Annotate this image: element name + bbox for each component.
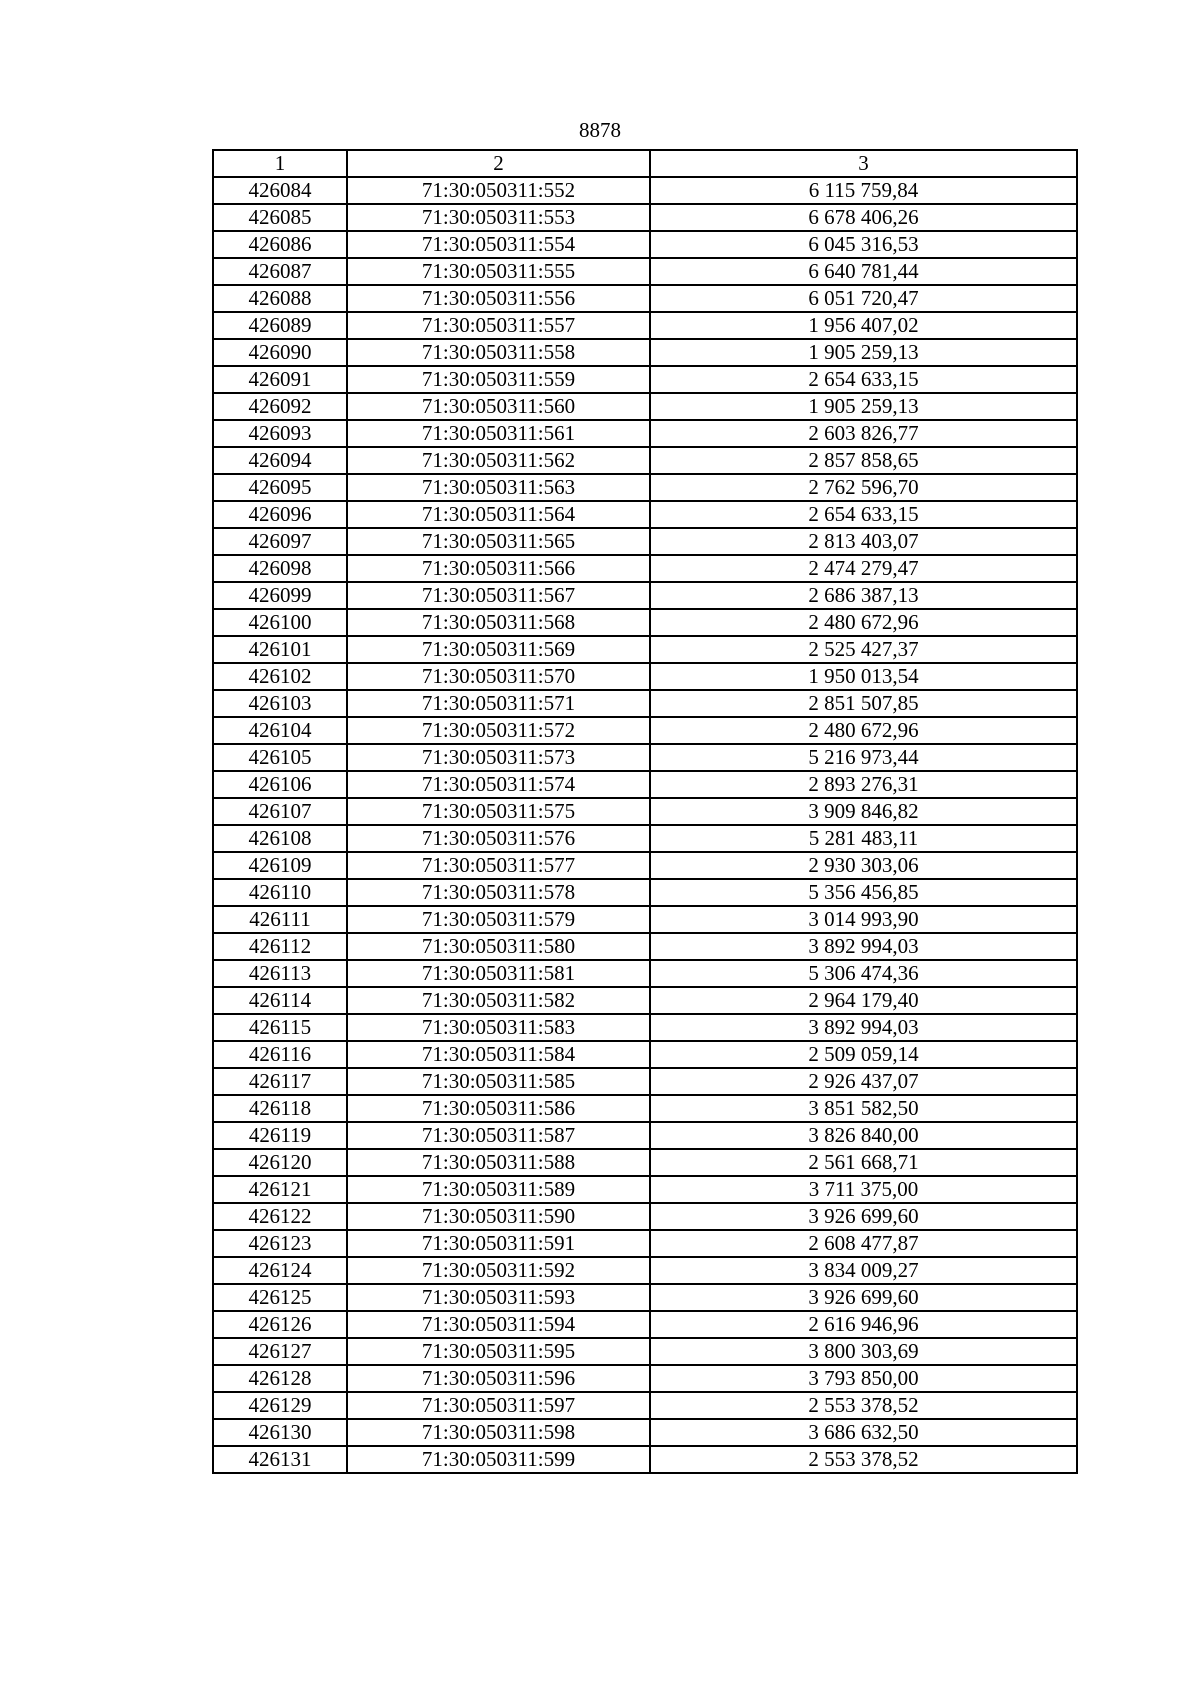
- cell-cadastral-number: 71:30:050311:598: [347, 1419, 650, 1446]
- cell-record-number: 426115: [213, 1014, 347, 1041]
- cell-value: 2 893 276,31: [650, 771, 1077, 798]
- cell-record-number: 426106: [213, 771, 347, 798]
- cell-cadastral-number: 71:30:050311:594: [347, 1311, 650, 1338]
- table-row: [213, 285, 1077, 312]
- table-row: [213, 231, 1077, 258]
- table-row: [213, 879, 1077, 906]
- cell-cadastral-number: 71:30:050311:572: [347, 717, 650, 744]
- table-row: [213, 1257, 1077, 1284]
- cell-cadastral-number: 71:30:050311:592: [347, 1257, 650, 1284]
- table-row: [213, 825, 1077, 852]
- cell-cadastral-number: 71:30:050311:582: [347, 987, 650, 1014]
- table-row: [213, 366, 1077, 393]
- cell-value: 5 356 456,85: [650, 879, 1077, 906]
- cell-record-number: 426121: [213, 1176, 347, 1203]
- cell-record-number: 426091: [213, 366, 347, 393]
- table-row: [213, 555, 1077, 582]
- table-row: [213, 717, 1077, 744]
- cell-cadastral-number: 71:30:050311:581: [347, 960, 650, 987]
- table-row: [213, 582, 1077, 609]
- cell-cadastral-number: 71:30:050311:575: [347, 798, 650, 825]
- cell-record-number: 426118: [213, 1095, 347, 1122]
- cell-cadastral-number: 71:30:050311:590: [347, 1203, 650, 1230]
- cell-value: 1 956 407,02: [650, 312, 1077, 339]
- cell-value: 1 950 013,54: [650, 663, 1077, 690]
- cell-record-number: 426098: [213, 555, 347, 582]
- cell-value: 6 051 720,47: [650, 285, 1077, 312]
- table-row: [213, 636, 1077, 663]
- cell-record-number: 426129: [213, 1392, 347, 1419]
- table-row: [213, 1203, 1077, 1230]
- cell-value: 2 480 672,96: [650, 609, 1077, 636]
- cell-record-number: 426109: [213, 852, 347, 879]
- cell-record-number: 426112: [213, 933, 347, 960]
- cell-value: 3 892 994,03: [650, 933, 1077, 960]
- cell-cadastral-number: 71:30:050311:570: [347, 663, 650, 690]
- cell-value: 5 281 483,11: [650, 825, 1077, 852]
- cell-record-number: 426104: [213, 717, 347, 744]
- table-row: [213, 663, 1077, 690]
- cell-value: 3 834 009,27: [650, 1257, 1077, 1284]
- cell-value: 3 686 632,50: [650, 1419, 1077, 1446]
- table-row: [213, 1149, 1077, 1176]
- cell-value: 5 216 973,44: [650, 744, 1077, 771]
- table-row: [213, 447, 1077, 474]
- cell-value: 2 509 059,14: [650, 1041, 1077, 1068]
- data-table-wrapper: [212, 149, 1078, 1474]
- table-row: [213, 960, 1077, 987]
- table-body: [213, 150, 1077, 1473]
- data-table: [212, 149, 1078, 1474]
- cell-cadastral-number: 71:30:050311:553: [347, 204, 650, 231]
- table-row: [213, 933, 1077, 960]
- cell-record-number: 426126: [213, 1311, 347, 1338]
- cell-record-number: 426088: [213, 285, 347, 312]
- cell-cadastral-number: 71:30:050311:559: [347, 366, 650, 393]
- cell-value: 1 905 259,13: [650, 393, 1077, 420]
- table-row: [213, 528, 1077, 555]
- cell-value: 5 306 474,36: [650, 960, 1077, 987]
- cell-cadastral-number: 71:30:050311:573: [347, 744, 650, 771]
- cell-cadastral-number: 71:30:050311:578: [347, 879, 650, 906]
- cell-cadastral-number: 71:30:050311:586: [347, 1095, 650, 1122]
- table-header-row: [213, 150, 1077, 177]
- column-header-3: 3: [650, 150, 1077, 177]
- cell-value: 3 851 582,50: [650, 1095, 1077, 1122]
- table-row: [213, 1446, 1077, 1473]
- cell-value: 2 964 179,40: [650, 987, 1077, 1014]
- cell-value: 2 553 378,52: [650, 1446, 1077, 1473]
- cell-cadastral-number: 71:30:050311:555: [347, 258, 650, 285]
- cell-cadastral-number: 71:30:050311:566: [347, 555, 650, 582]
- cell-record-number: 426103: [213, 690, 347, 717]
- cell-record-number: 426113: [213, 960, 347, 987]
- cell-cadastral-number: 71:30:050311:588: [347, 1149, 650, 1176]
- cell-value: 6 045 316,53: [650, 231, 1077, 258]
- cell-cadastral-number: 71:30:050311:569: [347, 636, 650, 663]
- table-row: [213, 1365, 1077, 1392]
- cell-record-number: 426119: [213, 1122, 347, 1149]
- table-row: [213, 501, 1077, 528]
- cell-value: 2 616 946,96: [650, 1311, 1077, 1338]
- cell-value: 2 474 279,47: [650, 555, 1077, 582]
- cell-record-number: 426123: [213, 1230, 347, 1257]
- cell-record-number: 426102: [213, 663, 347, 690]
- cell-cadastral-number: 71:30:050311:568: [347, 609, 650, 636]
- cell-cadastral-number: 71:30:050311:552: [347, 177, 650, 204]
- cell-record-number: 426131: [213, 1446, 347, 1473]
- cell-cadastral-number: 71:30:050311:591: [347, 1230, 650, 1257]
- cell-cadastral-number: 71:30:050311:583: [347, 1014, 650, 1041]
- cell-value: 2 553 378,52: [650, 1392, 1077, 1419]
- table-row: [213, 177, 1077, 204]
- cell-value: 2 561 668,71: [650, 1149, 1077, 1176]
- cell-record-number: 426127: [213, 1338, 347, 1365]
- cell-record-number: 426084: [213, 177, 347, 204]
- cell-value: 2 930 303,06: [650, 852, 1077, 879]
- table-row: [213, 1392, 1077, 1419]
- cell-cadastral-number: 71:30:050311:596: [347, 1365, 650, 1392]
- cell-record-number: 426093: [213, 420, 347, 447]
- cell-record-number: 426087: [213, 258, 347, 285]
- cell-value: 3 014 993,90: [650, 906, 1077, 933]
- cell-record-number: 426130: [213, 1419, 347, 1446]
- cell-cadastral-number: 71:30:050311:563: [347, 474, 650, 501]
- table-row: [213, 204, 1077, 231]
- cell-value: 2 686 387,13: [650, 582, 1077, 609]
- table-row: [213, 1041, 1077, 1068]
- cell-cadastral-number: 71:30:050311:560: [347, 393, 650, 420]
- cell-value: 2 654 633,15: [650, 501, 1077, 528]
- cell-value: 2 525 427,37: [650, 636, 1077, 663]
- cell-value: 2 857 858,65: [650, 447, 1077, 474]
- cell-cadastral-number: 71:30:050311:599: [347, 1446, 650, 1473]
- cell-record-number: 426110: [213, 879, 347, 906]
- cell-value: 3 793 850,00: [650, 1365, 1077, 1392]
- column-header-2: 2: [347, 150, 650, 177]
- cell-value: 3 926 699,60: [650, 1284, 1077, 1311]
- cell-value: 1 905 259,13: [650, 339, 1077, 366]
- cell-cadastral-number: 71:30:050311:571: [347, 690, 650, 717]
- table-row: [213, 690, 1077, 717]
- cell-cadastral-number: 71:30:050311:589: [347, 1176, 650, 1203]
- cell-record-number: 426111: [213, 906, 347, 933]
- cell-record-number: 426099: [213, 582, 347, 609]
- cell-record-number: 426096: [213, 501, 347, 528]
- table-row: [213, 339, 1077, 366]
- table-row: [213, 1014, 1077, 1041]
- table-row: [213, 312, 1077, 339]
- cell-value: 2 851 507,85: [650, 690, 1077, 717]
- table-row: [213, 1338, 1077, 1365]
- cell-value: 3 800 303,69: [650, 1338, 1077, 1365]
- table-row: [213, 1230, 1077, 1257]
- cell-cadastral-number: 71:30:050311:576: [347, 825, 650, 852]
- cell-record-number: 426120: [213, 1149, 347, 1176]
- cell-value: 6 640 781,44: [650, 258, 1077, 285]
- cell-cadastral-number: 71:30:050311:564: [347, 501, 650, 528]
- cell-cadastral-number: 71:30:050311:565: [347, 528, 650, 555]
- cell-cadastral-number: 71:30:050311:574: [347, 771, 650, 798]
- cell-cadastral-number: 71:30:050311:584: [347, 1041, 650, 1068]
- table-row: [213, 1068, 1077, 1095]
- cell-record-number: 426122: [213, 1203, 347, 1230]
- cell-value: 2 654 633,15: [650, 366, 1077, 393]
- table-row: [213, 1122, 1077, 1149]
- table-row: [213, 1284, 1077, 1311]
- cell-value: 6 115 759,84: [650, 177, 1077, 204]
- table-row: [213, 420, 1077, 447]
- table-row: [213, 852, 1077, 879]
- cell-record-number: 426101: [213, 636, 347, 663]
- table-row: [213, 798, 1077, 825]
- cell-cadastral-number: 71:30:050311:554: [347, 231, 650, 258]
- cell-record-number: 426095: [213, 474, 347, 501]
- cell-value: 2 762 596,70: [650, 474, 1077, 501]
- page-number: [0, 118, 1200, 142]
- table-row: [213, 1419, 1077, 1446]
- cell-cadastral-number: 71:30:050311:595: [347, 1338, 650, 1365]
- cell-cadastral-number: 71:30:050311:562: [347, 447, 650, 474]
- cell-record-number: 426117: [213, 1068, 347, 1095]
- table-row: [213, 744, 1077, 771]
- table-row: [213, 1311, 1077, 1338]
- cell-record-number: 426089: [213, 312, 347, 339]
- cell-record-number: 426125: [213, 1284, 347, 1311]
- cell-record-number: 426097: [213, 528, 347, 555]
- cell-record-number: 426114: [213, 987, 347, 1014]
- cell-record-number: 426090: [213, 339, 347, 366]
- cell-value: 3 826 840,00: [650, 1122, 1077, 1149]
- cell-cadastral-number: 71:30:050311:580: [347, 933, 650, 960]
- cell-value: 2 608 477,87: [650, 1230, 1077, 1257]
- cell-record-number: 426124: [213, 1257, 347, 1284]
- table-row: [213, 987, 1077, 1014]
- cell-record-number: 426094: [213, 447, 347, 474]
- cell-cadastral-number: 71:30:050311:561: [347, 420, 650, 447]
- table-row: [213, 771, 1077, 798]
- cell-cadastral-number: 71:30:050311:557: [347, 312, 650, 339]
- table-row: [213, 609, 1077, 636]
- table-row: [213, 906, 1077, 933]
- page-number-text: 8878: [579, 118, 621, 142]
- cell-record-number: 426128: [213, 1365, 347, 1392]
- cell-record-number: 426116: [213, 1041, 347, 1068]
- cell-cadastral-number: 71:30:050311:556: [347, 285, 650, 312]
- table-row: [213, 474, 1077, 501]
- table-row: [213, 1176, 1077, 1203]
- cell-value: 6 678 406,26: [650, 204, 1077, 231]
- cell-record-number: 426086: [213, 231, 347, 258]
- cell-value: 3 892 994,03: [650, 1014, 1077, 1041]
- cell-value: 2 603 826,77: [650, 420, 1077, 447]
- cell-cadastral-number: 71:30:050311:579: [347, 906, 650, 933]
- cell-cadastral-number: 71:30:050311:567: [347, 582, 650, 609]
- cell-value: 3 909 846,82: [650, 798, 1077, 825]
- cell-value: 3 711 375,00: [650, 1176, 1077, 1203]
- cell-record-number: 426107: [213, 798, 347, 825]
- table-row: [213, 1095, 1077, 1122]
- cell-cadastral-number: 71:30:050311:593: [347, 1284, 650, 1311]
- cell-value: 2 813 403,07: [650, 528, 1077, 555]
- cell-cadastral-number: 71:30:050311:558: [347, 339, 650, 366]
- column-header-1: 1: [213, 150, 347, 177]
- cell-cadastral-number: 71:30:050311:597: [347, 1392, 650, 1419]
- cell-value: 3 926 699,60: [650, 1203, 1077, 1230]
- cell-value: 2 926 437,07: [650, 1068, 1077, 1095]
- cell-cadastral-number: 71:30:050311:587: [347, 1122, 650, 1149]
- cell-record-number: 426105: [213, 744, 347, 771]
- cell-record-number: 426100: [213, 609, 347, 636]
- table-row: [213, 258, 1077, 285]
- cell-record-number: 426108: [213, 825, 347, 852]
- cell-value: 2 480 672,96: [650, 717, 1077, 744]
- cell-record-number: 426092: [213, 393, 347, 420]
- cell-cadastral-number: 71:30:050311:585: [347, 1068, 650, 1095]
- cell-cadastral-number: 71:30:050311:577: [347, 852, 650, 879]
- table-row: [213, 393, 1077, 420]
- cell-record-number: 426085: [213, 204, 347, 231]
